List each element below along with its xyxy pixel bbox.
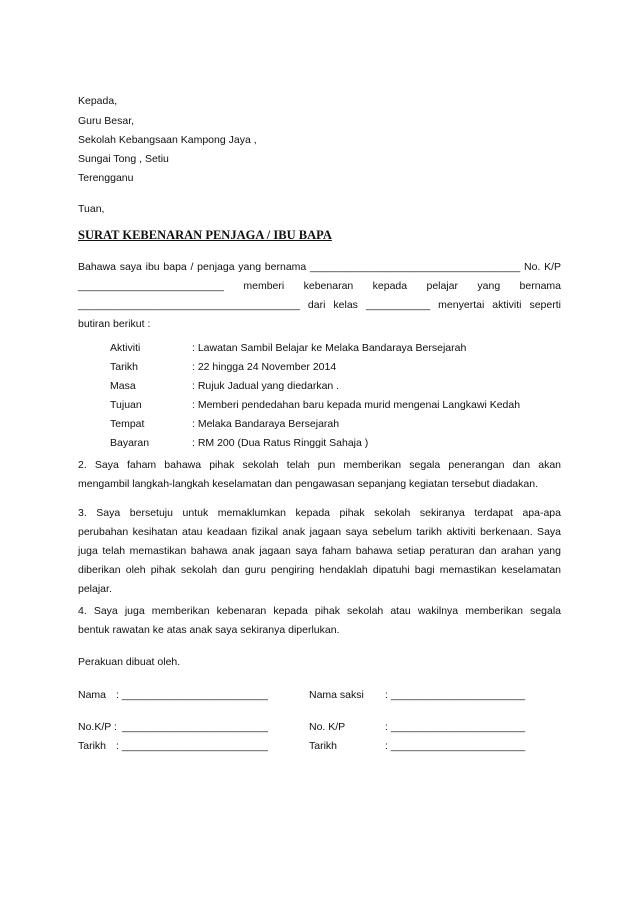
clause-3-line-1: 3. Saya bersetuju untuk memaklumkan kepada pihak sekolah sekiranya terdapat apa-apa bbox=[78, 507, 561, 519]
witness-field-nama: : _______________________ bbox=[385, 689, 526, 701]
letter-title: SURAT KEBENARAN PENJAGA / IBU BAPA bbox=[78, 228, 332, 242]
signature-label-nama: Nama bbox=[78, 689, 107, 701]
intro-line-2: _________________________ memberi kebenaran kepada pelajar yang bernama bbox=[78, 280, 561, 292]
detail-label-masa: Masa bbox=[110, 380, 136, 392]
detail-value-tarikh: : 22 hingga 24 November 2014 bbox=[192, 361, 337, 373]
detail-label-tempat: Tempat bbox=[110, 418, 145, 430]
witness-field-kp: : _______________________ bbox=[385, 721, 526, 733]
clause-3-line-3: juga telah memastikan bahawa anak jagaan saya faham bahawa setiap peraturan dan arahan yang bbox=[78, 545, 561, 557]
clause-2-line-1: 2. Saya faham bahawa pihak sekolah telah pun memberikan segala penerangan dan akan bbox=[78, 459, 561, 471]
salutation: Tuan, bbox=[78, 203, 105, 215]
clause-3-line-2: perubahan kesihatan atau keadaan fizikal anak jagaan saya sebelum tarikh aktiviti berkenaan. Saya bbox=[78, 526, 561, 538]
clause-3-line-4: diberikan oleh pihak sekolah dan guru pengiring hendaklah dipatuhi bagi memastikan keselamatan bbox=[78, 564, 561, 576]
letter-page bbox=[78, 0, 561, 903]
signature-field-nama: : _________________________ bbox=[116, 689, 268, 701]
recipient-line-address: Sungai Tong , Setiu bbox=[78, 153, 169, 165]
signature-field-kp: _________________________ bbox=[122, 721, 268, 733]
witness-label-kp: No. K/P bbox=[309, 721, 346, 733]
intro-line-1: Bahawa saya ibu bapa / penjaga yang bernama ____________________________________ No. K/P bbox=[78, 261, 561, 273]
clause-4-line-2: bentuk rawatan ke atas anak saya sekiranya diperlukan. bbox=[78, 624, 340, 636]
detail-value-masa: : Rujuk Jadual yang diedarkan . bbox=[192, 380, 340, 392]
signature-label-kp: No.K/P : bbox=[78, 721, 117, 733]
detail-label-tarikh: Tarikh bbox=[110, 361, 139, 373]
detail-value-bayaran: : RM 200 (Dua Ratus Ringgit Sahaja ) bbox=[192, 437, 369, 449]
detail-value-tujuan: : Memberi pendedahan baru kepada murid mengenai Langkawi Kedah bbox=[192, 399, 521, 411]
detail-label-tujuan: Tujuan bbox=[110, 399, 142, 411]
witness-field-tarikh: : _______________________ bbox=[385, 740, 526, 752]
intro-line-4: butiran berikut : bbox=[78, 318, 151, 330]
recipient-line-state: Terengganu bbox=[78, 172, 134, 184]
intro-line-3: ______________________________________ dari kelas ___________ menyertai aktiviti seperti bbox=[78, 299, 561, 311]
clause-3-line-5: pelajar. bbox=[78, 583, 112, 595]
clause-2-line-2: mengambil langkah-langkah keselamatan dan pengawasan sepanjang kegiatan tersebut diadakan. bbox=[78, 478, 538, 490]
clause-4-line-1: 4. Saya juga memberikan kebenaran kepada pihak sekolah atau wakilnya memberikan segala bbox=[78, 605, 561, 617]
signature-field-tarikh: : _________________________ bbox=[116, 740, 268, 752]
recipient-line-guru-besar: Guru Besar, bbox=[78, 115, 135, 127]
detail-value-aktiviti: : Lawatan Sambil Belajar ke Melaka Bandaraya Bersejarah bbox=[192, 342, 467, 354]
recipient-line-kepada: Kepada, bbox=[78, 95, 118, 107]
witness-label-nama: Nama saksi bbox=[309, 689, 364, 701]
detail-label-aktiviti: Aktiviti bbox=[110, 342, 141, 354]
signature-label-tarikh: Tarikh bbox=[78, 740, 107, 752]
witness-label-tarikh: Tarikh bbox=[309, 740, 338, 752]
detail-value-tempat: : Melaka Bandaraya Bersejarah bbox=[192, 418, 340, 430]
recipient-line-school: Sekolah Kebangsaan Kampong Jaya , bbox=[78, 134, 257, 146]
declaration: Perakuan dibuat oleh. bbox=[78, 656, 181, 668]
detail-label-bayaran: Bayaran bbox=[110, 437, 150, 449]
